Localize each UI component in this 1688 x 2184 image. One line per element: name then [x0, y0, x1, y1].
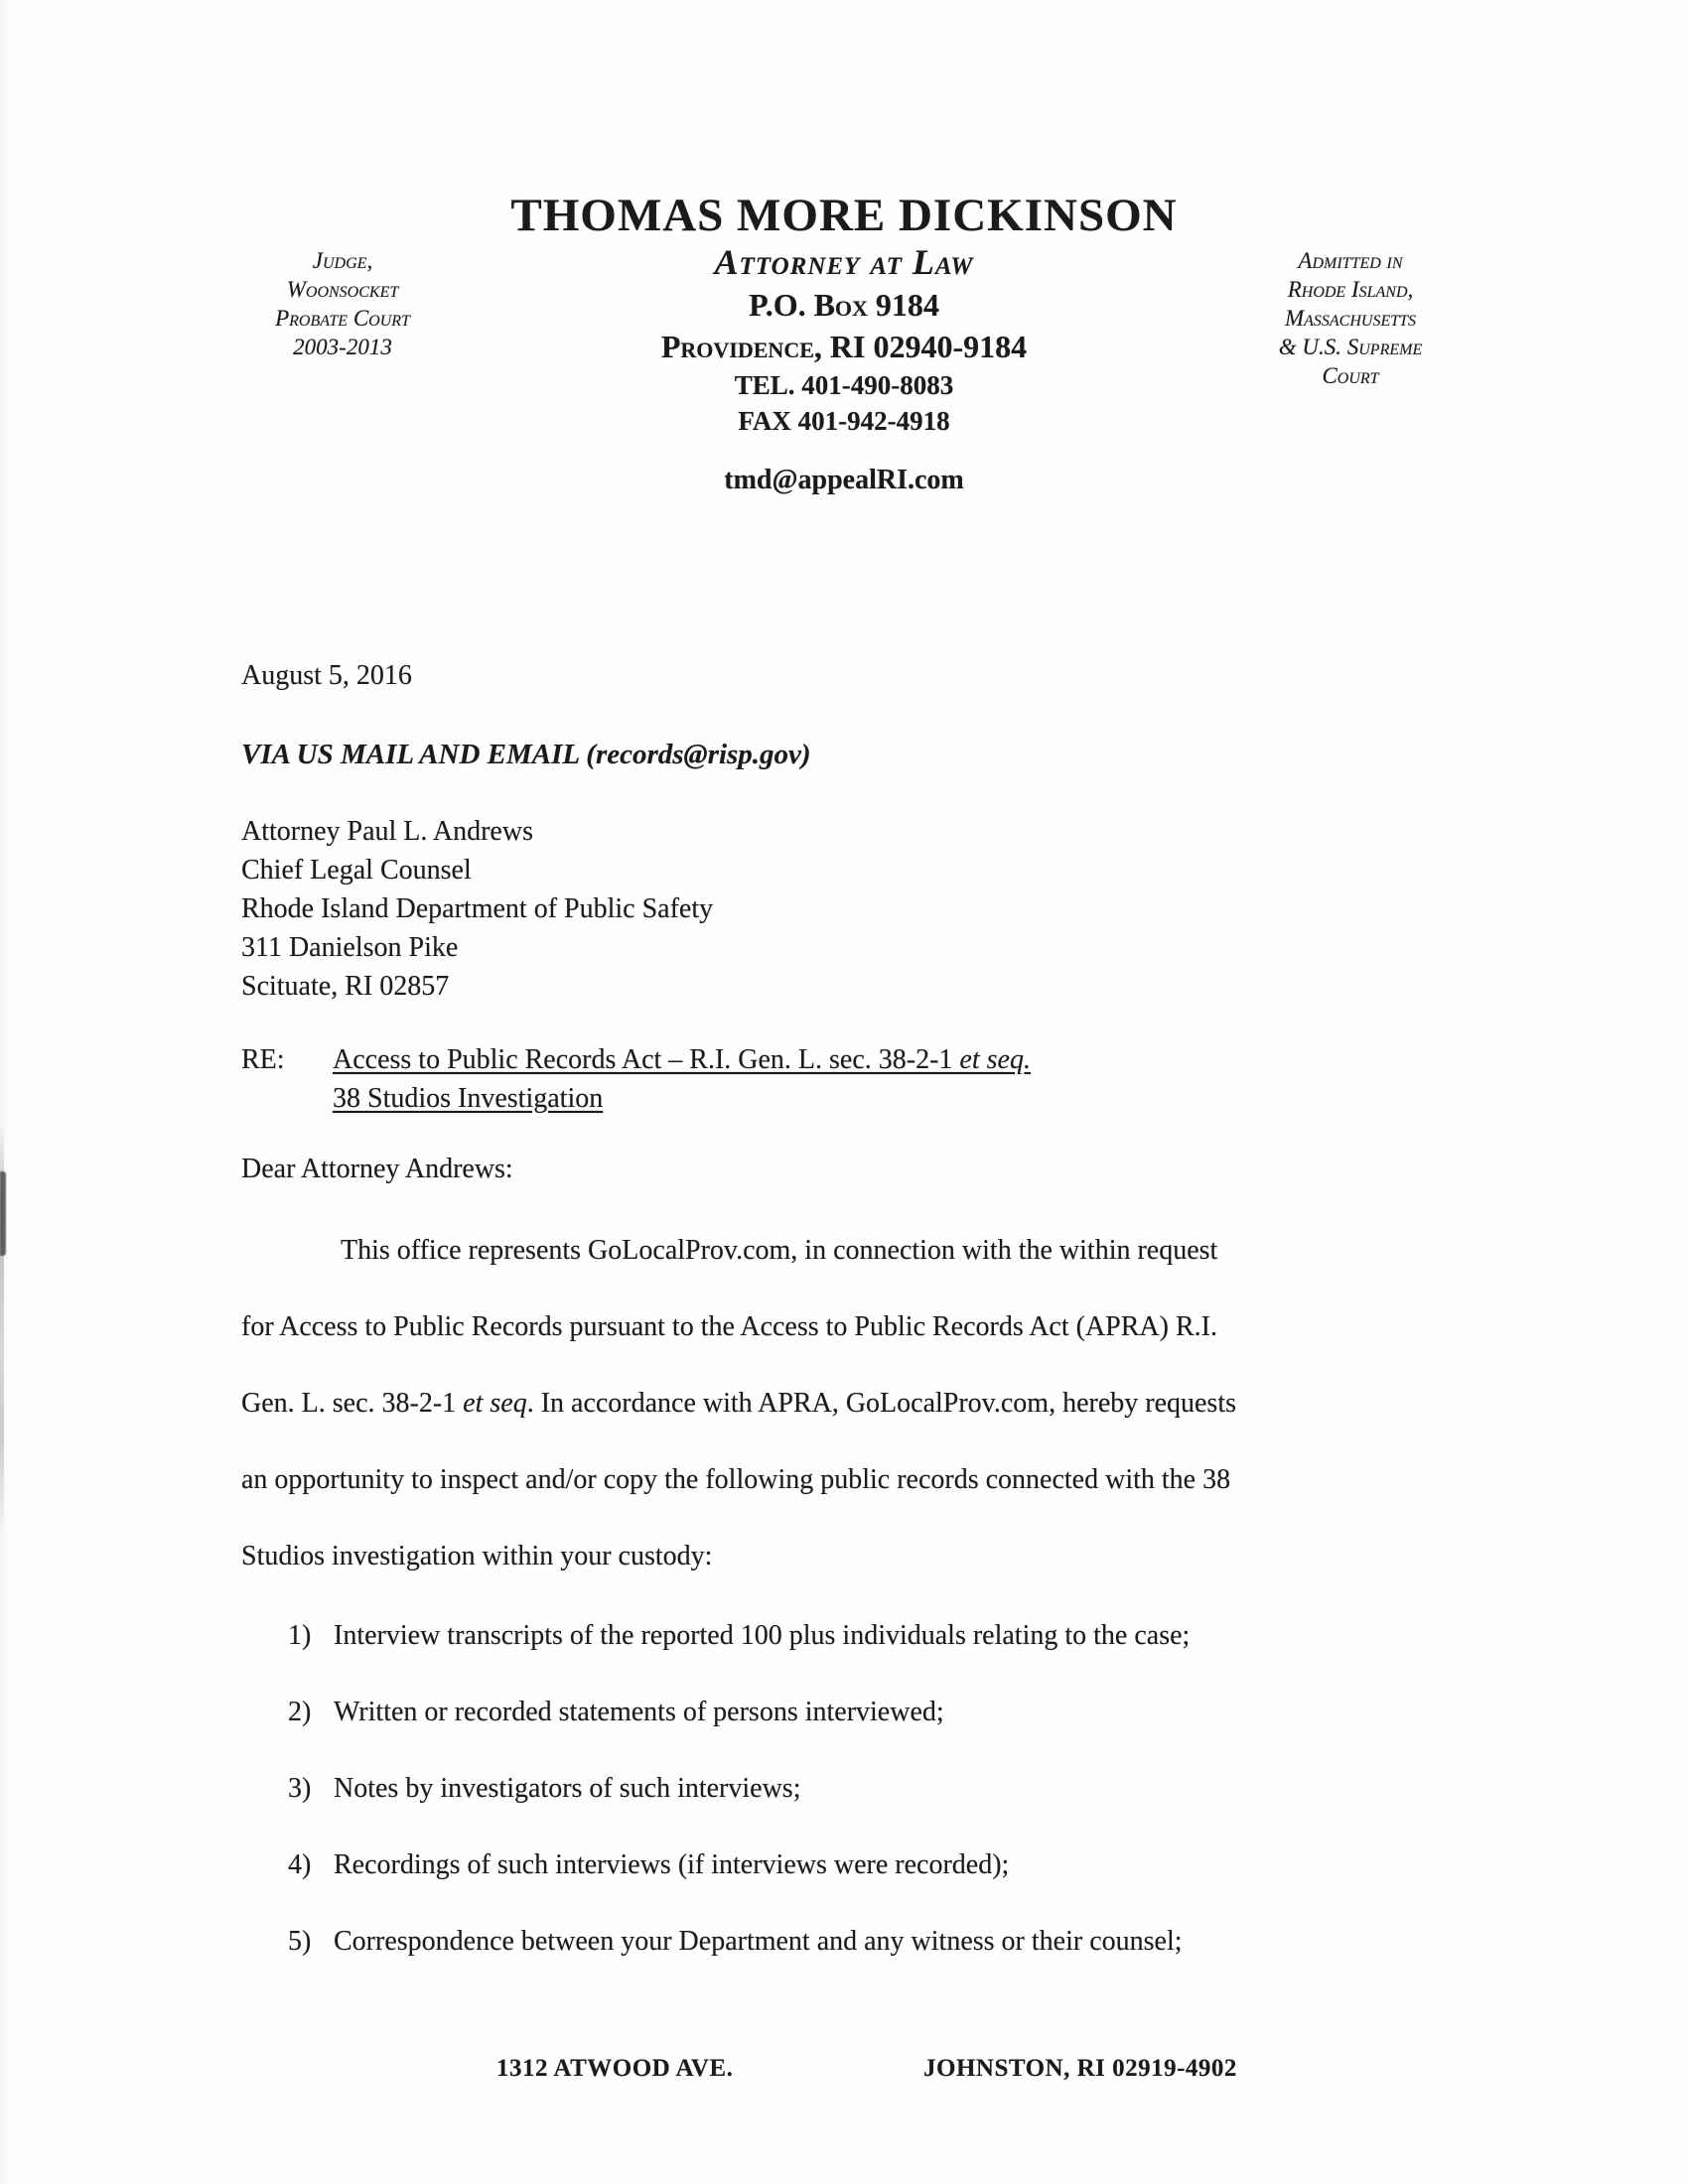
- recipient-line: Chief Legal Counsel: [241, 855, 472, 886]
- body-line: for Access to Public Records pursuant to the Access to Public Records Act (APRA) R.I.: [241, 1311, 1217, 1342]
- body-line: This office represents GoLocalProv.com, in connection with the within request: [341, 1235, 1218, 1266]
- scan-edge-mark: [0, 1171, 6, 1256]
- request-item: 4) Recordings of such interviews (if interviews were recorded);: [288, 1849, 1010, 1880]
- request-list: [288, 1597, 1190, 1979]
- letterhead-right-credentials: [1201, 246, 1499, 390]
- credential-line: Admitted in: [1298, 248, 1403, 273]
- fax-line: FAX 401-942-4918: [738, 406, 950, 436]
- email-line: tmd@appealRI.com: [724, 465, 964, 495]
- credential-line: Court: [1322, 363, 1379, 388]
- credential-line: Rhode Island,: [1287, 277, 1414, 302]
- credential-line: Massachusetts: [1284, 306, 1417, 331]
- delivery-method-line: VIA US MAIL AND EMAIL (records@risp.gov): [241, 739, 811, 770]
- body-line: an opportunity to inspect and/or copy the following public records connected with the 38: [241, 1464, 1231, 1495]
- recipient-address-block: [241, 812, 713, 1006]
- re-subject-lines: [333, 1040, 1031, 1118]
- scan-edge-shade: [0, 0, 10, 2184]
- body-paragraph: [241, 1212, 1473, 1594]
- footer-street: 1312 ATWOOD AVE.: [496, 2055, 734, 2082]
- credential-line: & U.S. Supreme: [1278, 335, 1423, 359]
- re-label: RE:: [241, 1044, 285, 1075]
- po-box-line: P.O. Box 9184: [749, 287, 939, 323]
- city-state-zip-line: Providence, RI 02940-9184: [660, 329, 1028, 364]
- credential-line: Probate Court: [275, 306, 410, 331]
- letterhead-name: THOMAS MORE DICKINSON: [510, 190, 1178, 241]
- request-item: 5) Correspondence between your Department and any witness or their counsel;: [288, 1926, 1183, 1957]
- recipient-line: Scituate, RI 02857: [241, 971, 450, 1002]
- recipient-line: 311 Danielson Pike: [241, 932, 459, 963]
- request-item: 2) Written or recorded statements of persons interviewed;: [288, 1697, 944, 1727]
- attorney-at-law-line: Attorney at Law: [714, 242, 974, 282]
- recipient-line: Attorney Paul L. Andrews: [241, 816, 533, 847]
- credential-line: 2003-2013: [293, 335, 392, 359]
- request-item: 3) Notes by investigators of such interviews;: [288, 1773, 801, 1804]
- salutation: Dear Attorney Andrews:: [241, 1154, 513, 1184]
- credential-line: Woonsocket: [286, 277, 399, 302]
- request-item: 1) Interview transcripts of the reported 100 plus individuals relating to the case;: [288, 1620, 1191, 1651]
- footer-city: JOHNSTON, RI 02919-4902: [923, 2055, 1237, 2082]
- credential-line: Judge,: [312, 248, 373, 273]
- re-subject-line-1: Access to Public Records Act – R.I. Gen. L. sec. 38-2-1 et seq.: [333, 1044, 1031, 1075]
- body-line: Studios investigation within your custody:: [241, 1541, 713, 1571]
- re-subject-block: [241, 1040, 1031, 1118]
- telephone-line: TEL. 401-490-8083: [734, 370, 954, 400]
- recipient-line: Rhode Island Department of Public Safety: [241, 893, 714, 924]
- re-subject-line-2: 38 Studios Investigation: [333, 1083, 604, 1114]
- letter-date: August 5, 2016: [241, 660, 412, 691]
- body-line: Gen. L. sec. 38-2-1 et seq. In accordance with APRA, GoLocalProv.com, hereby requests: [241, 1388, 1237, 1419]
